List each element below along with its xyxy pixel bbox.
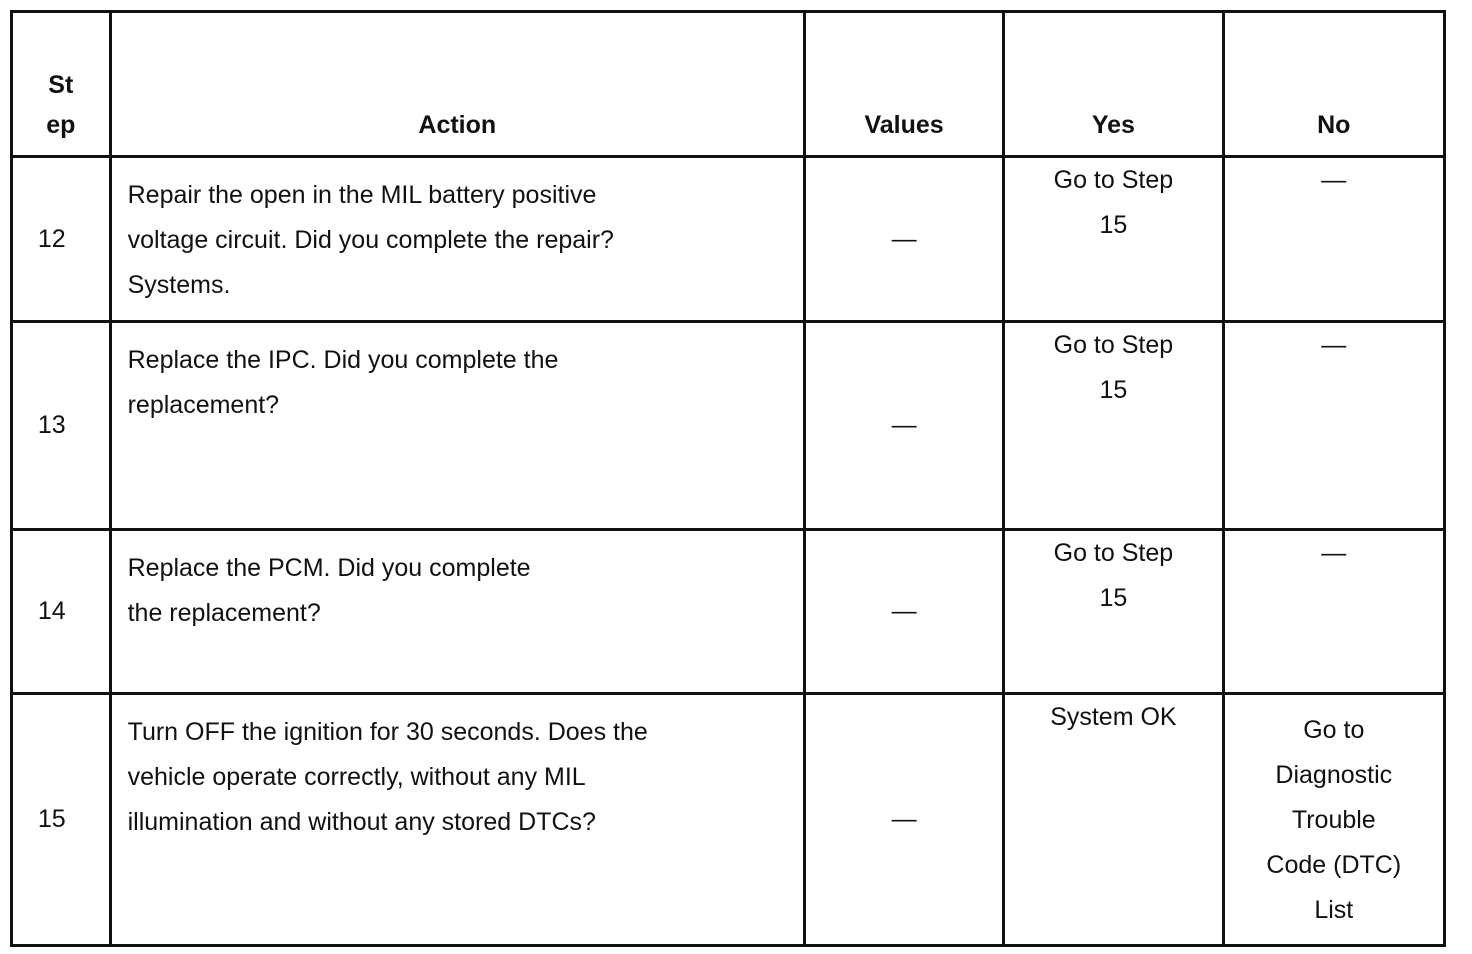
action-line: the replacement? xyxy=(127,599,321,627)
values-cell: — xyxy=(804,322,1003,530)
yes-link-line: Go to Step xyxy=(1053,331,1174,359)
yes-link-line: Go to Step xyxy=(1053,539,1174,567)
action-line: replacement? xyxy=(127,391,280,419)
yes-cell xyxy=(1004,157,1223,322)
no-dash: — xyxy=(1321,539,1347,567)
header-action: Action xyxy=(110,12,804,157)
action-line: Repair the open in the MIL battery positive xyxy=(127,181,597,209)
yes-result: System OK xyxy=(1050,703,1177,731)
header-step-line1: St xyxy=(48,71,74,99)
action-text xyxy=(110,694,804,946)
header-yes: Yes xyxy=(1004,12,1223,157)
yes-cell xyxy=(1004,322,1223,530)
action-line: Systems. xyxy=(127,271,231,299)
no-link-line: Code (DTC) xyxy=(1266,851,1402,879)
action-line: Replace the PCM. Did you complete xyxy=(127,554,531,582)
table-row xyxy=(12,694,1445,946)
action-text xyxy=(110,157,804,322)
table-row xyxy=(12,530,1445,694)
no-dash: — xyxy=(1321,166,1347,194)
action-line: voltage circuit. Did you complete the repair? xyxy=(127,226,614,254)
no-cell xyxy=(1223,530,1444,694)
no-link-line: Diagnostic xyxy=(1275,761,1393,789)
no-link-line: List xyxy=(1314,896,1354,924)
yes-link-line: Go to Step xyxy=(1053,166,1174,194)
header-no: No xyxy=(1223,12,1444,157)
no-cell xyxy=(1223,694,1444,946)
no-cell xyxy=(1223,322,1444,530)
no-link-line: Trouble xyxy=(1291,806,1376,834)
no-cell xyxy=(1223,157,1444,322)
step-number: 12 xyxy=(12,157,111,322)
header-step-line2: ep xyxy=(46,111,76,139)
yes-link-line: 15 xyxy=(1099,376,1128,404)
table-row xyxy=(12,157,1445,322)
no-dash: — xyxy=(1321,331,1347,359)
header-values: Values xyxy=(804,12,1003,157)
yes-cell xyxy=(1004,530,1223,694)
yes-cell xyxy=(1004,694,1223,946)
table-row xyxy=(12,322,1445,530)
step-number: 13 xyxy=(12,322,111,530)
values-cell: — xyxy=(804,157,1003,322)
values-cell: — xyxy=(804,694,1003,946)
action-line: vehicle operate correctly, without any MIL xyxy=(127,763,586,791)
action-line: Turn OFF the ignition for 30 seconds. Does the xyxy=(127,718,648,746)
step-number: 14 xyxy=(12,530,111,694)
values-cell: — xyxy=(804,530,1003,694)
action-line: illumination and without any stored DTCs? xyxy=(127,808,596,836)
action-text xyxy=(110,322,804,530)
diagnostic-table xyxy=(10,10,1446,947)
yes-link-line: 15 xyxy=(1099,584,1128,612)
no-link-line: Go to xyxy=(1303,716,1365,744)
yes-link-line: 15 xyxy=(1099,211,1128,239)
step-number: 15 xyxy=(12,694,111,946)
header-step xyxy=(12,12,111,157)
header-row xyxy=(12,12,1445,157)
action-text xyxy=(110,530,804,694)
action-line: Replace the IPC. Did you complete the xyxy=(127,346,559,374)
